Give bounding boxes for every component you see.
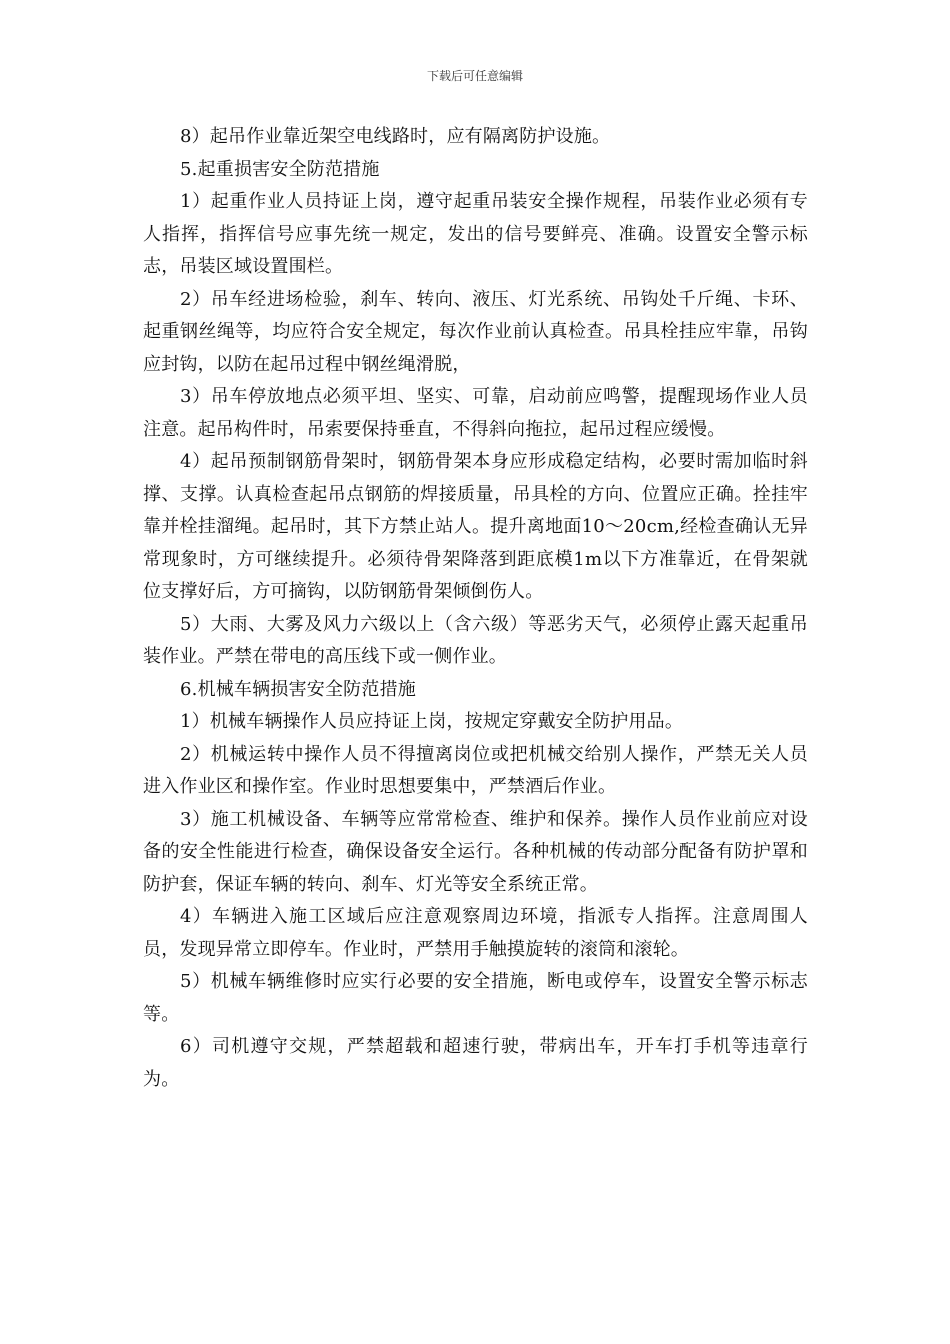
paragraph-item-1: 1）机械车辆操作人员应持证上岗，按规定穿戴安全防护用品。: [180, 711, 684, 732]
section-heading-5: 5.起重损害安全防范措施: [180, 158, 380, 180]
paragraph-item-4: 4）车辆进入施工区域后应注意观察周边环境，指派专人指挥。注意周围人员，发现异常立即停车。作业时，严禁用手触摸旋转的滚筒和滚轮。: [143, 906, 808, 960]
paragraph-item-3: 3）吊车停放地点必须平坦、坚实、可靠，启动前应鸣警，提醒现场作业人员注意。起吊构件时，吊索要保持垂直，不得斜向拖拉，起吊过程应缓慢。: [143, 386, 808, 440]
paragraph-item-4: 4）起吊预制钢筋骨架时，钢筋骨架本身应形成稳定结构，必要时需加临时斜撑、支撑。认真检查起吊点钢筋的焊接质量，吊具栓的方向、位置应正确。拴挂牢靠并栓挂溜绳。起吊时，其下方禁止站人。提升离地面10～20cm,经检查确认无异常现象时，方可继续提升。必须待骨架降落到距底模1m以下方准靠近，在骨架就位支撑好后，方可摘钩，以防钢筋骨架倾倒伤人。: [143, 451, 808, 602]
paragraph-item-6: 6）司机遵守交规，严禁超载和超速行驶，带病出车，开车打手机等违章行为。: [143, 1036, 808, 1090]
paragraph-item-8: 8）起吊作业靠近架空电线路时，应有隔离防护设施。: [180, 126, 611, 147]
paragraph-item-2: 2）机械运转中操作人员不得擅离岗位或把机械交给别人操作，严禁无关人员进入作业区和操作室。作业时思想要集中，严禁酒后作业。: [143, 743, 808, 797]
section-heading-6: 6.机械车辆损害安全防范措施: [180, 678, 416, 700]
document-body: [143, 121, 808, 1096]
paragraph-item-3: 3）施工机械设备、车辆等应常常检查、维护和保养。操作人员作业前应对设备的安全性能进行检查，确保设备安全运行。各种机械的传动部分配备有防护罩和防护套，保证车辆的转向、刹车、灯光等安全系统正常。: [143, 808, 808, 895]
page-header: 下载后可任意编辑: [426, 69, 523, 83]
paragraph-item-1: 1）起重作业人员持证上岗，遵守起重吊装安全操作规程，吊装作业必须有专人指挥，指挥信号应事先统一规定，发出的信号要鲜亮、准确。设置安全警示标志，吊装区域设置围栏。: [143, 191, 808, 277]
paragraph-item-5: 5）大雨、大雾及风力六级以上（含六级）等恶劣天气，必须停止露天起重吊装作业。严禁在带电的高压线下或一侧作业。: [143, 613, 808, 667]
paragraph-item-5: 5）机械车辆维修时应实行必要的安全措施，断电或停车，设置安全警示标志等。: [143, 971, 808, 1025]
paragraph-item-2: 2）吊车经进场检验，刹车、转向、液压、灯光系统、吊钩处千斤绳、卡环、起重钢丝绳等，均应符合安全规定，每次作业前认真检查。吊具栓挂应牢靠，吊钩应封钩，以防在起吊过程中钢丝绳滑脱，: [143, 288, 808, 375]
